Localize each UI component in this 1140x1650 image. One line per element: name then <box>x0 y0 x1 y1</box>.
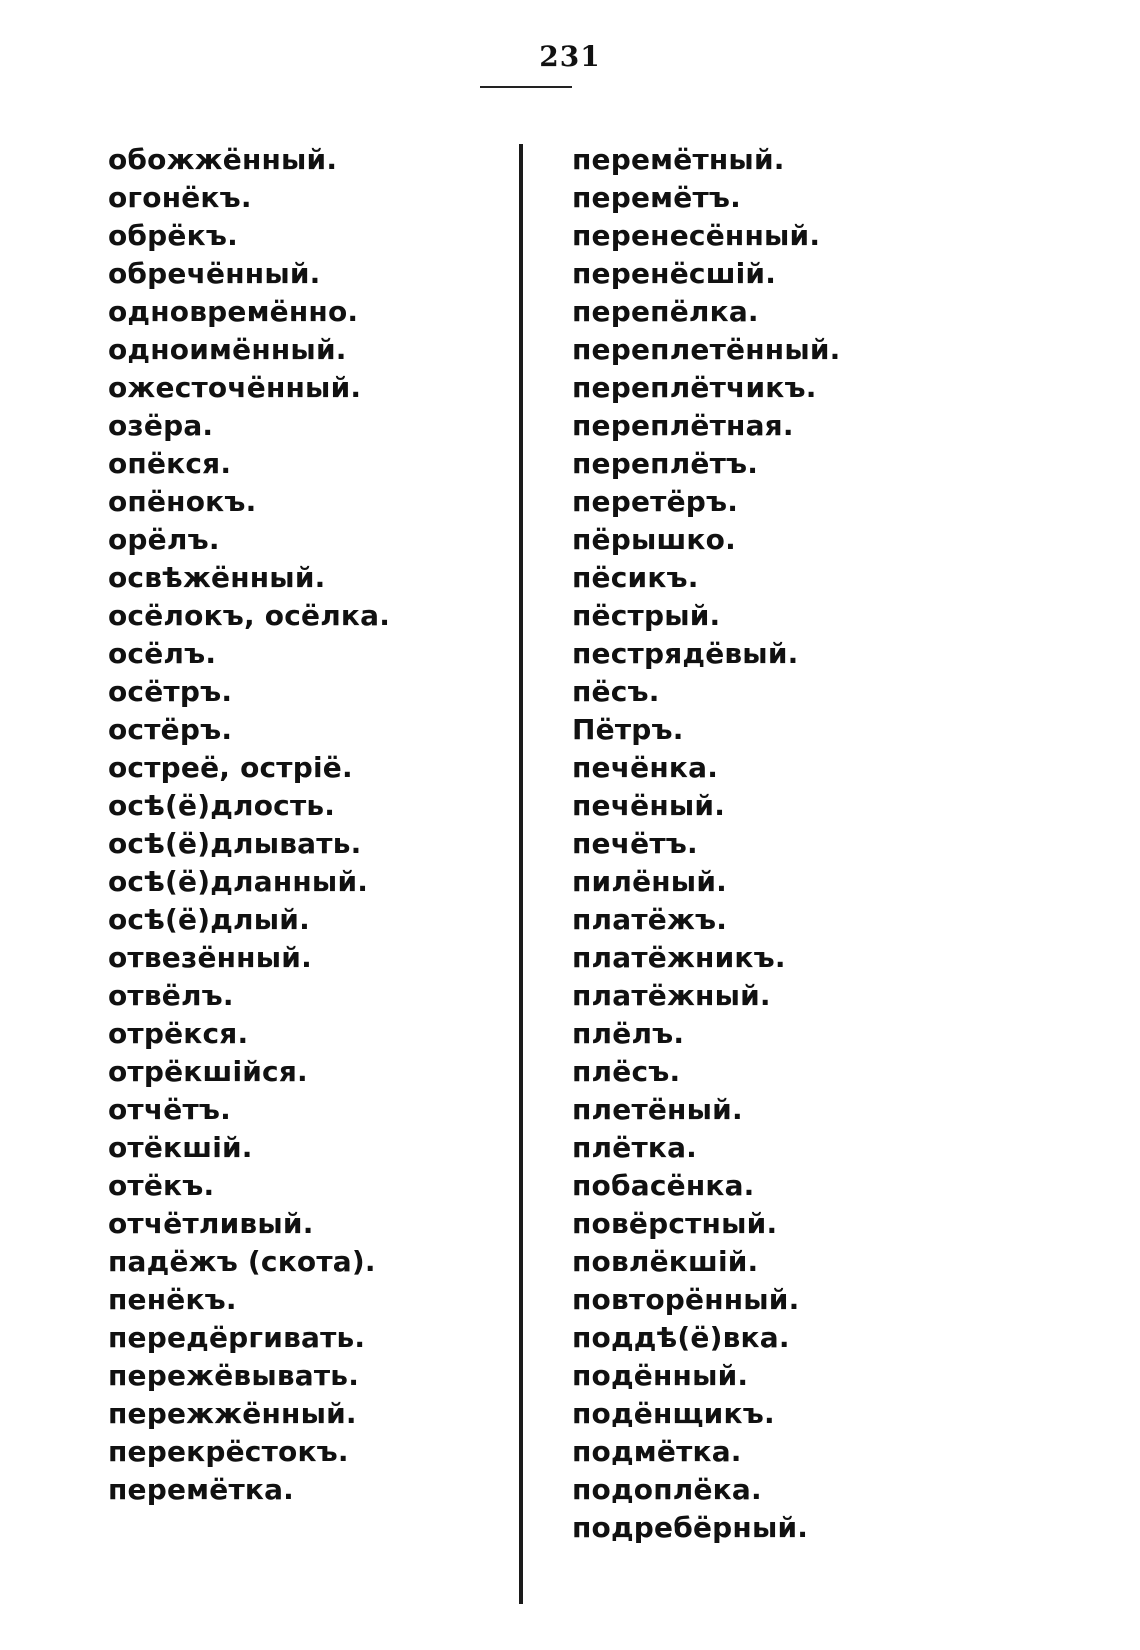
page-number-underline <box>480 86 572 88</box>
word-entry: повторённый. <box>572 1283 800 1316</box>
word-entry: освѣжённый. <box>108 561 326 594</box>
word-entry: осёлъ. <box>108 637 217 670</box>
word-entry: отвезённый. <box>108 941 312 974</box>
word-entry: пёстрый. <box>572 599 721 632</box>
word-entry: поддѣ(ё)вка. <box>572 1321 790 1354</box>
word-entry: перекрёстокъ. <box>108 1435 349 1468</box>
word-entry: осёлокъ, осёлка. <box>108 599 391 632</box>
word-entry: одноимённый. <box>108 333 347 366</box>
word-entry: подребёрный. <box>572 1511 809 1544</box>
word-entry: отчётливый. <box>108 1207 314 1240</box>
word-entry: перемётка. <box>108 1473 295 1506</box>
left-word-column <box>108 141 508 1509</box>
word-entry: печёнка. <box>572 751 719 784</box>
word-entry: перенёсшій. <box>572 257 777 290</box>
word-entry: пёрышко. <box>572 523 736 556</box>
word-entry: пережжённый. <box>108 1397 357 1430</box>
word-entry: платёжный. <box>572 979 771 1012</box>
word-entry: огонёкъ. <box>108 181 252 214</box>
word-entry: перемётный. <box>572 143 785 176</box>
word-entry: остёръ. <box>108 713 233 746</box>
word-entry: опёкся. <box>108 447 232 480</box>
word-entry: плёсъ. <box>572 1055 681 1088</box>
word-entry: обрёкъ. <box>108 219 238 252</box>
word-entry: отрёкшійся. <box>108 1055 308 1088</box>
word-entry: пенёкъ. <box>108 1283 237 1316</box>
word-entry: плётка. <box>572 1131 698 1164</box>
word-entry: подённый. <box>572 1359 749 1392</box>
word-entry: перетёръ. <box>572 485 739 518</box>
word-entry: отрёкся. <box>108 1017 249 1050</box>
word-entry: осѣ(ё)длый. <box>108 903 310 936</box>
word-entry: пёсъ. <box>572 675 660 708</box>
word-entry: побасёнка. <box>572 1169 755 1202</box>
word-entry: повёрстный. <box>572 1207 778 1240</box>
word-entry: пережёвывать. <box>108 1359 360 1392</box>
word-entry: обречённый. <box>108 257 321 290</box>
word-entry: остреё, остріё. <box>108 751 353 784</box>
word-entry: подмётка. <box>572 1435 742 1468</box>
word-entry: отёкъ. <box>108 1169 215 1202</box>
word-entry: переплётъ. <box>572 447 759 480</box>
word-entry: печётъ. <box>572 827 698 860</box>
word-entry: опёнокъ. <box>108 485 257 518</box>
word-entry: падёжъ (скота). <box>108 1245 376 1278</box>
word-entry: платёжъ. <box>572 903 728 936</box>
word-entry: озёра. <box>108 409 214 442</box>
word-entry: осѣ(ё)дланный. <box>108 865 369 898</box>
word-entry: повлёкшій. <box>572 1245 759 1278</box>
word-entry: перепёлка. <box>572 295 759 328</box>
word-entry: осѣ(ё)длость. <box>108 789 336 822</box>
word-entry: печёный. <box>572 789 726 822</box>
word-entry: обожжённый. <box>108 143 338 176</box>
word-entry: ожесточённый. <box>108 371 362 404</box>
word-entry: отёкшій. <box>108 1131 253 1164</box>
word-entry: одновремённо. <box>108 295 359 328</box>
word-entry: перенесённый. <box>572 219 821 252</box>
word-entry: осѣ(ё)длывать. <box>108 827 362 860</box>
word-entry: переплётная. <box>572 409 794 442</box>
word-entry: перемётъ. <box>572 181 741 214</box>
word-entry: отчётъ. <box>108 1093 231 1126</box>
right-word-column <box>572 141 1012 1547</box>
word-entry: пёсикъ. <box>572 561 699 594</box>
column-divider-rule <box>519 144 523 1604</box>
word-entry: передёргивать. <box>108 1321 366 1354</box>
word-entry: пестрядёвый. <box>572 637 799 670</box>
word-entry: переплетённый. <box>572 333 841 366</box>
word-entry: платёжникъ. <box>572 941 786 974</box>
word-entry: подёнщикъ. <box>572 1397 775 1430</box>
word-entry: Пётръ. <box>572 713 684 746</box>
word-entry: плетёный. <box>572 1093 743 1126</box>
word-entry: отвёлъ. <box>108 979 234 1012</box>
word-entry: осётръ. <box>108 675 233 708</box>
word-entry: подоплёка. <box>572 1473 762 1506</box>
page-number: 231 <box>539 40 601 73</box>
word-entry: переплётчикъ. <box>572 371 817 404</box>
word-entry: плёлъ. <box>572 1017 685 1050</box>
word-entry: пилёный. <box>572 865 727 898</box>
word-entry: орёлъ. <box>108 523 220 556</box>
